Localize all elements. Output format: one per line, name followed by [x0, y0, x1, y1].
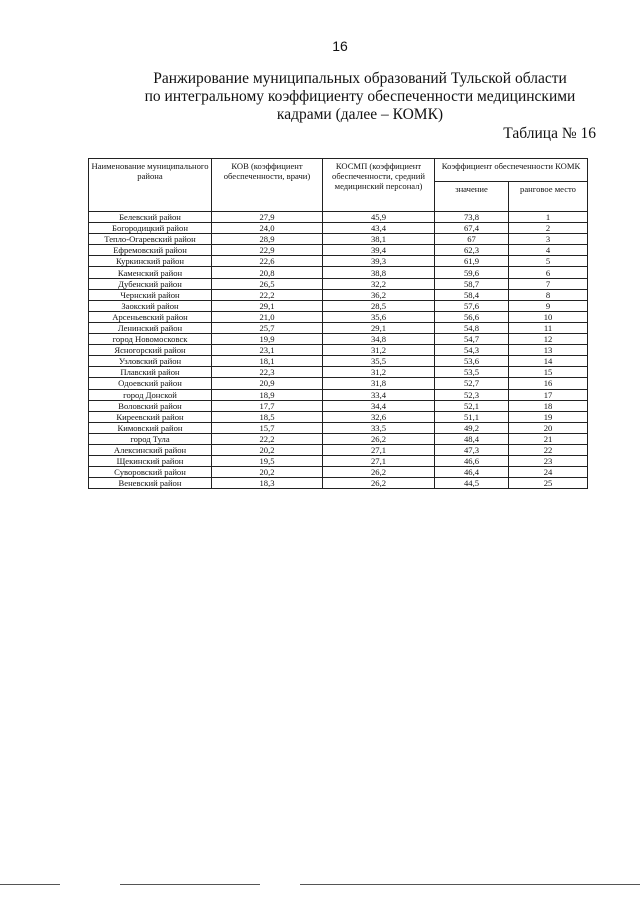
- cell-kov: 24,0: [212, 223, 323, 234]
- table-row: [89, 267, 588, 278]
- table-row: [89, 467, 588, 478]
- cell-kov: 22,3: [212, 367, 323, 378]
- cell-kosmp: 35,6: [323, 311, 435, 322]
- cell-value: 56,6: [435, 311, 509, 322]
- cell-name: Алексинский район: [89, 444, 212, 455]
- cell-kosmp: 34,8: [323, 334, 435, 345]
- cell-kosmp: 43,4: [323, 223, 435, 234]
- cell-kov: 20,2: [212, 467, 323, 478]
- cell-kov: 28,9: [212, 234, 323, 245]
- cell-value: 44,5: [435, 478, 509, 489]
- cell-kov: 15,7: [212, 422, 323, 433]
- cell-name: Каменский район: [89, 267, 212, 278]
- table-label: Таблица № 16: [503, 125, 596, 142]
- header-kov: КОВ (коэффициент обеспеченности, врачи): [212, 159, 323, 212]
- cell-kosmp: 39,4: [323, 245, 435, 256]
- cell-kov: 20,2: [212, 444, 323, 455]
- cell-rank: 3: [509, 234, 588, 245]
- cell-name: Киреевский район: [89, 411, 212, 422]
- cell-kov: 19,9: [212, 334, 323, 345]
- cell-name: Веневский район: [89, 478, 212, 489]
- table-row: [89, 289, 588, 300]
- cell-rank: 16: [509, 378, 588, 389]
- cell-kosmp: 31,2: [323, 345, 435, 356]
- table-row: [89, 444, 588, 455]
- cell-rank: 7: [509, 278, 588, 289]
- page-number: 16: [332, 38, 348, 54]
- cell-value: 73,8: [435, 212, 509, 223]
- cell-rank: 21: [509, 433, 588, 444]
- table-row: [89, 367, 588, 378]
- cell-name: Дубенский район: [89, 278, 212, 289]
- cell-rank: 9: [509, 300, 588, 311]
- table-row: [89, 356, 588, 367]
- cell-value: 67: [435, 234, 509, 245]
- cell-name: Щекинский район: [89, 456, 212, 467]
- cell-value: 48,4: [435, 433, 509, 444]
- cell-kosmp: 39,3: [323, 256, 435, 267]
- title-line-1: Ранжирование муниципальных образований Тульской области: [153, 70, 567, 87]
- table-row: [89, 422, 588, 433]
- table-row: [89, 245, 588, 256]
- cell-rank: 4: [509, 245, 588, 256]
- cell-kov: 26,5: [212, 278, 323, 289]
- cell-name: Чернский район: [89, 289, 212, 300]
- cell-kov: 21,0: [212, 311, 323, 322]
- cell-kosmp: 27,1: [323, 444, 435, 455]
- cell-kosmp: 33,5: [323, 422, 435, 433]
- cell-rank: 24: [509, 467, 588, 478]
- cell-value: 58,7: [435, 278, 509, 289]
- cell-kosmp: 27,1: [323, 456, 435, 467]
- cell-kov: 22,9: [212, 245, 323, 256]
- cell-kosmp: 31,2: [323, 367, 435, 378]
- table-row: [89, 389, 588, 400]
- cell-value: 54,8: [435, 322, 509, 333]
- table-body: [89, 212, 588, 489]
- cell-value: 49,2: [435, 422, 509, 433]
- cell-value: 52,3: [435, 389, 509, 400]
- cell-kosmp: 34,4: [323, 400, 435, 411]
- table-row: [89, 223, 588, 234]
- cell-kov: 22,2: [212, 433, 323, 444]
- cell-rank: 13: [509, 345, 588, 356]
- cell-kov: 19,5: [212, 456, 323, 467]
- cell-name: Плавский район: [89, 367, 212, 378]
- cell-rank: 15: [509, 367, 588, 378]
- cell-rank: 20: [509, 422, 588, 433]
- table-row: [89, 300, 588, 311]
- cell-kov: 29,1: [212, 300, 323, 311]
- cell-kov: 18,1: [212, 356, 323, 367]
- cell-kosmp: 29,1: [323, 322, 435, 333]
- table-row: [89, 322, 588, 333]
- cell-kosmp: 32,6: [323, 411, 435, 422]
- cell-kov: 27,9: [212, 212, 323, 223]
- cell-kosmp: 45,9: [323, 212, 435, 223]
- table-row: [89, 334, 588, 345]
- cell-name: Воловский район: [89, 400, 212, 411]
- cell-rank: 22: [509, 444, 588, 455]
- cell-rank: 2: [509, 223, 588, 234]
- cell-value: 52,1: [435, 400, 509, 411]
- cell-kov: 18,3: [212, 478, 323, 489]
- scan-mark-center: [120, 884, 260, 885]
- header-name: Наименование муниципального района: [89, 159, 212, 212]
- cell-name: Богородицкий район: [89, 223, 212, 234]
- cell-kosmp: 38,8: [323, 267, 435, 278]
- cell-rank: 23: [509, 456, 588, 467]
- scan-mark-right: [300, 884, 640, 885]
- cell-name: Арсеньевский район: [89, 311, 212, 322]
- table-row: [89, 278, 588, 289]
- title-line-2: по интегральному коэффициенту обеспеченности медицинскими: [144, 88, 576, 105]
- cell-rank: 10: [509, 311, 588, 322]
- cell-name: Ленинский район: [89, 322, 212, 333]
- cell-name: Суворовский район: [89, 467, 212, 478]
- table-row: [89, 411, 588, 422]
- cell-value: 59,6: [435, 267, 509, 278]
- cell-kosmp: 35,5: [323, 356, 435, 367]
- cell-kosmp: 26,2: [323, 433, 435, 444]
- table-row: [89, 212, 588, 223]
- cell-rank: 17: [509, 389, 588, 400]
- cell-value: 54,3: [435, 345, 509, 356]
- header-kosmp: КОСМП (коэффициент обеспеченности, средний медицинский персонал): [323, 159, 435, 212]
- cell-rank: 18: [509, 400, 588, 411]
- cell-kosmp: 26,2: [323, 478, 435, 489]
- document-title: [120, 70, 600, 124]
- cell-value: 58,4: [435, 289, 509, 300]
- cell-kov: 23,1: [212, 345, 323, 356]
- cell-rank: 11: [509, 322, 588, 333]
- cell-rank: 8: [509, 289, 588, 300]
- cell-rank: 25: [509, 478, 588, 489]
- cell-name: город Новомосковск: [89, 334, 212, 345]
- cell-value: 62,3: [435, 245, 509, 256]
- cell-kosmp: 36,2: [323, 289, 435, 300]
- cell-rank: 5: [509, 256, 588, 267]
- cell-rank: 6: [509, 267, 588, 278]
- cell-kov: 18,5: [212, 411, 323, 422]
- cell-kov: 22,2: [212, 289, 323, 300]
- cell-kov: 22,6: [212, 256, 323, 267]
- cell-kosmp: 28,5: [323, 300, 435, 311]
- cell-kov: 20,8: [212, 267, 323, 278]
- cell-kosmp: 38,1: [323, 234, 435, 245]
- table-row: [89, 234, 588, 245]
- cell-value: 53,6: [435, 356, 509, 367]
- cell-value: 54,7: [435, 334, 509, 345]
- cell-kosmp: 32,2: [323, 278, 435, 289]
- cell-rank: 12: [509, 334, 588, 345]
- cell-value: 46,6: [435, 456, 509, 467]
- cell-name: Кимовский район: [89, 422, 212, 433]
- cell-value: 67,4: [435, 223, 509, 234]
- header-value: значение: [435, 182, 509, 212]
- cell-value: 57,6: [435, 300, 509, 311]
- header-komk: Коэффициент обеспеченности КОМК: [435, 159, 588, 182]
- cell-value: 53,5: [435, 367, 509, 378]
- cell-value: 47,3: [435, 444, 509, 455]
- table-row: [89, 400, 588, 411]
- cell-name: город Донской: [89, 389, 212, 400]
- cell-name: Тепло-Огаревский район: [89, 234, 212, 245]
- komk-ranking-table: [88, 158, 588, 489]
- table-row: [89, 478, 588, 489]
- cell-value: 46,4: [435, 467, 509, 478]
- table-row: [89, 433, 588, 444]
- cell-name: город Тула: [89, 433, 212, 444]
- cell-kov: 20,9: [212, 378, 323, 389]
- table-row: [89, 345, 588, 356]
- cell-kosmp: 33,4: [323, 389, 435, 400]
- cell-kov: 17,7: [212, 400, 323, 411]
- table-row: [89, 311, 588, 322]
- table-row: [89, 456, 588, 467]
- cell-name: Ясногорский район: [89, 345, 212, 356]
- cell-name: Куркинский район: [89, 256, 212, 267]
- cell-kov: 18,9: [212, 389, 323, 400]
- scan-mark-left: [0, 884, 60, 885]
- table-row: [89, 256, 588, 267]
- cell-name: Узловский район: [89, 356, 212, 367]
- cell-rank: 19: [509, 411, 588, 422]
- cell-name: Одоевский район: [89, 378, 212, 389]
- cell-kosmp: 31,8: [323, 378, 435, 389]
- cell-rank: 1: [509, 212, 588, 223]
- cell-name: Белевский район: [89, 212, 212, 223]
- title-line-3: кадрами (далее – КОМК): [276, 106, 444, 123]
- cell-value: 51,1: [435, 411, 509, 422]
- table-row: [89, 378, 588, 389]
- cell-value: 61,9: [435, 256, 509, 267]
- cell-kov: 25,7: [212, 322, 323, 333]
- header-rank: ранговое место: [509, 182, 588, 212]
- cell-kosmp: 26,2: [323, 467, 435, 478]
- cell-value: 52,7: [435, 378, 509, 389]
- cell-name: Ефремовский район: [89, 245, 212, 256]
- cell-name: Заокский район: [89, 300, 212, 311]
- cell-rank: 14: [509, 356, 588, 367]
